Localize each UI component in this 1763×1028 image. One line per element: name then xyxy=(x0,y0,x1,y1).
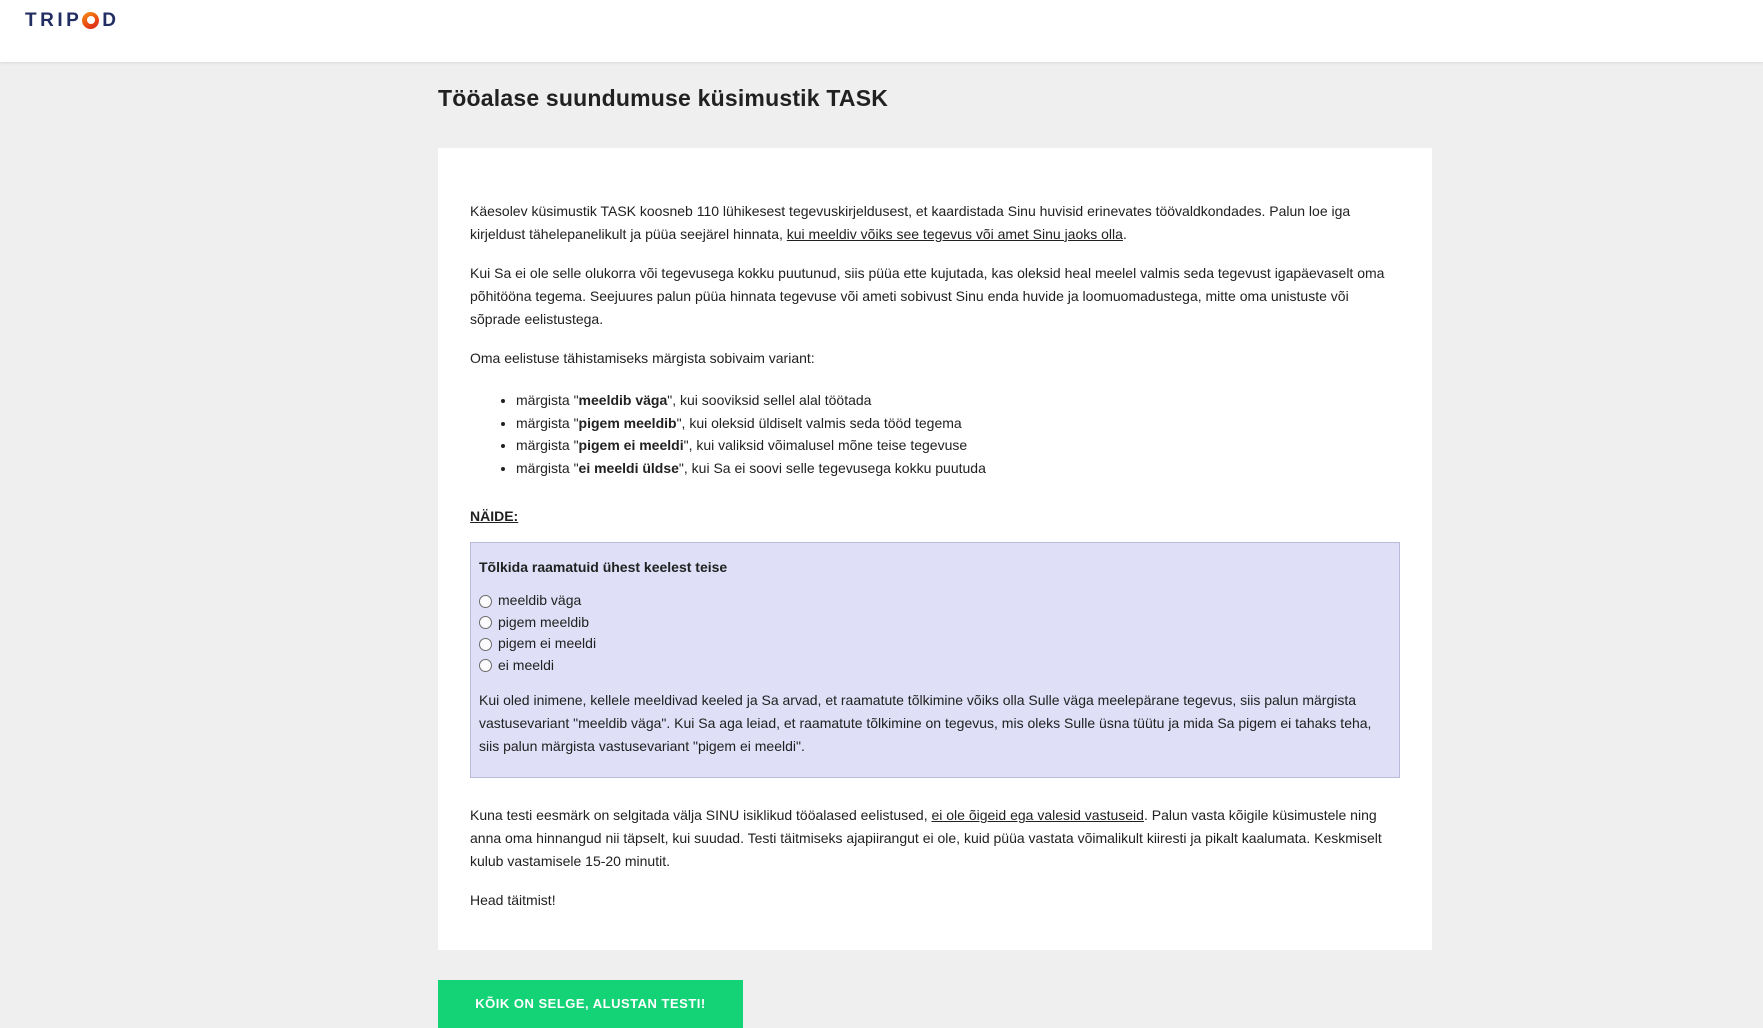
bullet-text: ", kui Sa ei soovi selle tegevusega kokku puutuda xyxy=(678,460,986,477)
example-question: Tõlkida raamatuid ühest keelest teise xyxy=(479,558,728,575)
intro-p1-text: Käesolev küsimustik TASK koosneb 110 lühikesest tegevuskirjeldusest, et kaardistada Sinu huvisid erinevates töövaldkondades. Palun loe iga kirjeldust tähelepanelikult ja püüa seejärel hinnata, xyxy=(470,203,1351,242)
intro-paragraph-3: Oma eelistuse tähistamiseks märgista sobivaim variant: xyxy=(470,350,815,367)
radio-option-pigem-meeldib[interactable] xyxy=(479,614,1391,632)
bullet-text: märgista " xyxy=(516,437,579,454)
example-explanation: Kui oled inimene, kellele meeldivad keeled ja Sa arvad, et raamatute tõlkimine võiks olla Sulle väga meelepärane tegevus, siis palun märgista vastusevariant "meeldib väga". Kui Sa aga leiad, et raamatute tõlkimine on tegevus, mis oleks Sulle üsna tüütu ja mida Sa pigem ei tahaks teha, siis palun märgista vastusevariant "pigem ei meeldi". xyxy=(479,692,1372,754)
tripod-logo[interactable] xyxy=(25,9,120,33)
outro-paragraph-2: Head täitmist! xyxy=(470,892,556,909)
bullet-bold: pigem meeldib xyxy=(578,414,677,431)
radio-option-pigem-ei-meeldi[interactable] xyxy=(479,635,1391,653)
list-item xyxy=(516,458,1400,479)
example-heading: NÄIDE: xyxy=(470,507,519,524)
example-box xyxy=(470,542,1400,779)
main-column xyxy=(438,85,1432,1028)
bullet-text: ", kui oleksid üldiselt valmis seda tööd tegema xyxy=(676,414,962,431)
outro-p1-underlined: ei ole õigeid ega valesid vastuseid xyxy=(931,807,1144,824)
intro-p1-tail: . xyxy=(1122,225,1127,242)
list-item xyxy=(516,390,1400,411)
answer-option-list xyxy=(470,390,1400,479)
top-header xyxy=(0,0,1763,62)
list-item xyxy=(516,413,1400,434)
radio-icon[interactable] xyxy=(479,595,492,608)
radio-label: ei meeldi xyxy=(498,656,555,673)
bullet-text: ", kui valiksid võimalusel mõne teise tegevuse xyxy=(683,437,968,454)
outro-p1-tail: . Palun vasta kõigile küsimustele ning anna oma hinnangud nii täpselt, kui suudad. Testi täitmiseks ajapiirangut ei ole, kuid püüa vastata võimalikult kiiresti ja pikalt kaalumata. Keskmiselt kulub vastamisele 15-20 minutit. xyxy=(470,807,1382,869)
bullet-bold: meeldib väga xyxy=(578,392,668,409)
bullet-text: märgista " xyxy=(516,392,579,409)
intro-paragraph-1 xyxy=(470,200,1400,245)
intro-p1-underlined: kui meeldiv võiks see tegevus või amet Sinu jaoks olla xyxy=(786,225,1123,242)
radio-icon[interactable] xyxy=(479,659,492,672)
radio-option-ei-meeldi[interactable] xyxy=(479,657,1391,675)
bullet-bold: ei meeldi üldse xyxy=(578,460,679,477)
radio-label: pigem meeldib xyxy=(498,613,590,630)
radio-option-meeldib-vaga[interactable] xyxy=(479,592,1391,610)
logo-ring-icon xyxy=(82,12,99,29)
radio-label: pigem ei meeldi xyxy=(498,635,597,652)
bullet-text: ", kui sooviksid sellel alal töötada xyxy=(667,392,872,409)
bullet-text: märgista " xyxy=(516,460,579,477)
radio-icon[interactable] xyxy=(479,616,492,629)
logo-text-prefix: TRIP xyxy=(25,10,83,31)
page-title: Tööalase suundumuse küsimustik TASK xyxy=(438,85,889,111)
outro-paragraph-1 xyxy=(470,804,1400,872)
outro-p1-text: Kuna testi eesmärk on selgitada välja SINU isiklikud tööalased eelistused, xyxy=(470,807,932,824)
bullet-bold: pigem ei meeldi xyxy=(578,437,684,454)
logo-text-suffix: D xyxy=(102,10,120,31)
radio-label: meeldib väga xyxy=(498,592,582,609)
radio-icon[interactable] xyxy=(479,638,492,651)
list-item xyxy=(516,435,1400,456)
intro-paragraph-2: Kui Sa ei ole selle olukorra või tegevusega kokku puutunud, siis püüa ette kujutada, kas oleksid heal meelel valmis seda tegevust igapäevaselt oma põhitööna tegema. Seejuures palun püüa hinnata tegevuse või ameti sobivust Sinu enda huvide ja loomuomadustega, mitte oma unistuste või sõprade eelistustega. xyxy=(470,265,1385,327)
intro-card xyxy=(438,148,1432,950)
start-test-button[interactable]: KÕIK ON SELGE, ALUSTAN TESTI! xyxy=(438,980,743,1028)
bullet-text: märgista " xyxy=(516,414,579,431)
